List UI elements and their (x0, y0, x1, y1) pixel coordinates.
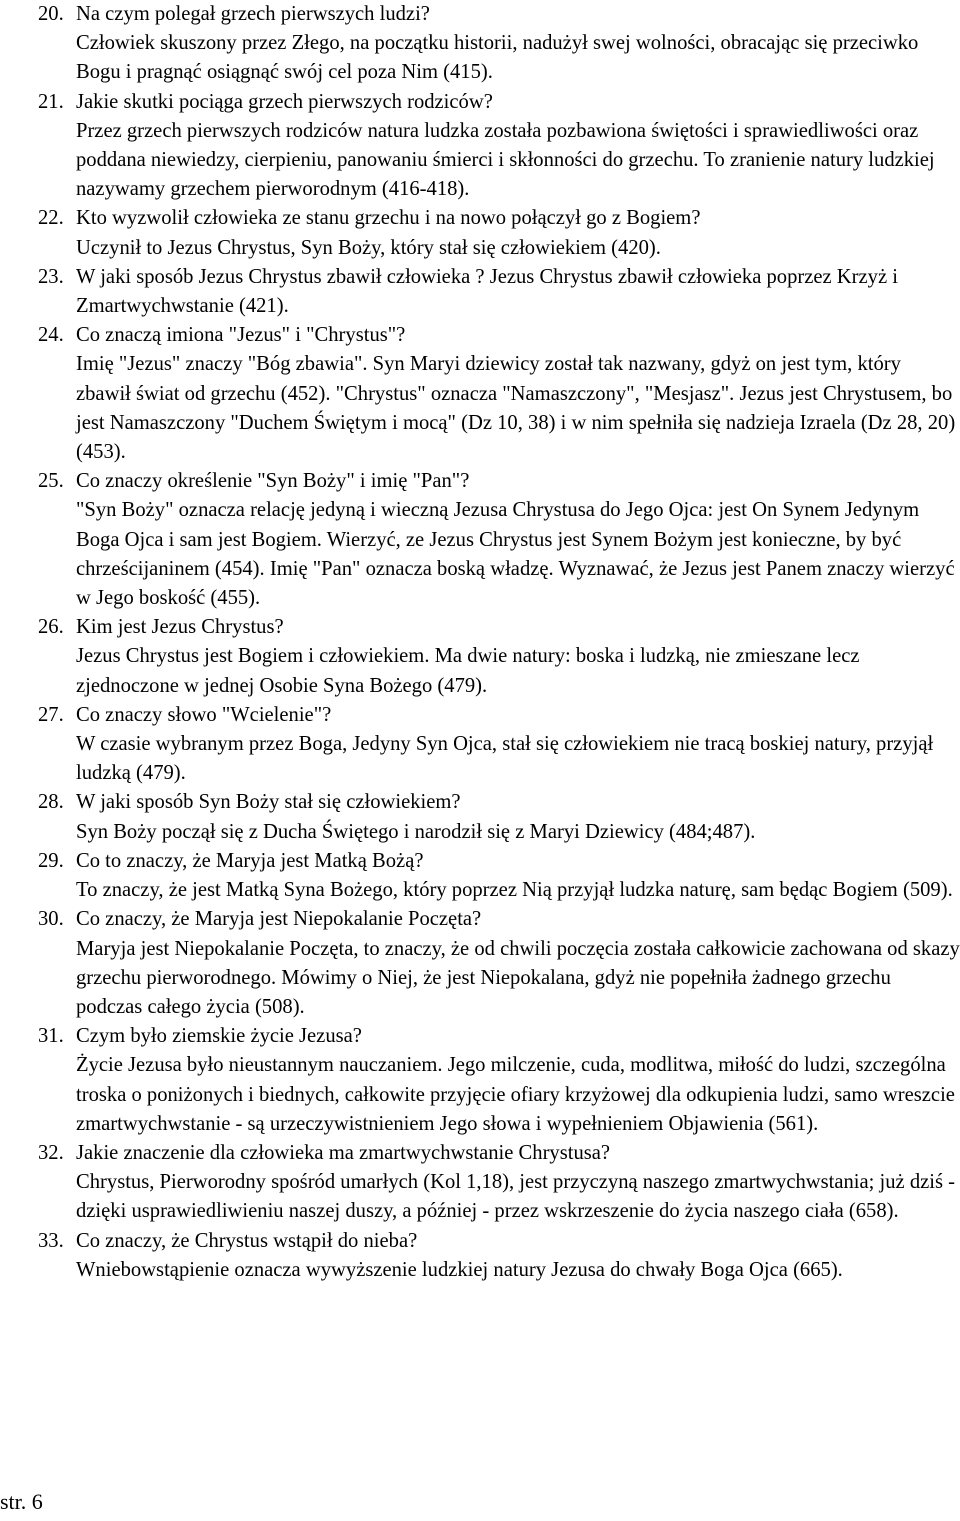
answer-text: Wniebowstąpienie oznacza wywyższenie ludzkiej natury Jezusa do chwały Boga Ojca (665). (76, 1258, 843, 1281)
qa-item (38, 788, 960, 846)
question-text: Co znaczy słowo "Wcielenie"? (76, 703, 332, 726)
question-text: Co znaczy, że Maryja jest Niepokalanie Poczęta? (76, 908, 482, 931)
qa-item (38, 263, 960, 321)
question-text: Co znaczą imiona "Jezus" i "Chrystus"? (76, 324, 406, 347)
answer-text: Imię "Jezus" znaczy "Bóg zbawia". Syn Maryi dziewicy został tak nazwany, gdyż on jest tym, który zbawił świat od grzechu (452). "Chrystus" oznacza "Namaszczony", "Mesjasz". Jezus jest Chrystusem, bo jest Namaszczony "Duchem Świętym i mocą" (Dz 10, 38) i w nim spełniła się nadzieja Izraela (Dz 28, 20) (453). (76, 353, 956, 464)
qa-item (38, 321, 960, 467)
page-number: str. 6 (0, 1489, 43, 1514)
question-number: 33. (38, 1229, 64, 1252)
document-body (38, 0, 960, 1285)
question-number: 32. (38, 1141, 64, 1164)
qa-item (38, 701, 960, 789)
question-text: Na czym polegał grzech pierwszych ludzi? (76, 3, 430, 25)
question-text: Jakie skutki pociąga grzech pierwszych rodziców? (76, 90, 493, 113)
question-number: 30. (38, 908, 64, 931)
answer-text: Przez grzech pierwszych rodziców natura ludzka została pozbawiona świętości i sprawiedliwości oraz poddana niewiedzy, cierpieniu, panowaniu śmierci i skłonności do grzechu. To zranienie natury ludzkiej nazywamy grzechem pierworodnym (416-418). (76, 119, 935, 201)
question-text: Co to znaczy, że Maryja jest Matką Bożą? (76, 849, 424, 872)
answer-text: Maryja jest Niepokalanie Poczęta, to znaczy, że od chwili poczęcia została całkowicie zachowana od skazy grzechu pierworodnego. Mówimy o Niej, że jest Niepokalana, gdyż nie popełniła żadnego grzechu podczas całego życia (508). (76, 937, 960, 1018)
answer-text: Chrystus, Pierworodny spośród umarłych (Kol 1,18), jest przyczyną naszego zmartwychwstania; już dziś - dzięki usprawiedliwieniu naszej duszy, a później - przez wskrzeszenie do życia naszego ciała (658). (76, 1171, 956, 1223)
qa-item (38, 1022, 960, 1139)
question-text: Jakie znaczenie dla człowieka ma zmartwychwstanie Chrystusa? (76, 1141, 611, 1164)
answer-text: Syn Boży począł się z Ducha Świętego i narodził się z Maryi Dziewicy (484;487). (76, 820, 756, 843)
question-text: W jaki sposób Jezus Chrystus zbawił człowieka ? Jezus Chrystus zbawił człowieka poprzez Krzyż i Zmartwychwstanie (421). (76, 265, 898, 318)
answer-text: W czasie wybranym przez Boga, Jedyny Syn Ojca, stał się człowiekiem nie tracą boskiej natury, przyjął ludzką (479). (76, 733, 934, 785)
qa-item (38, 88, 960, 205)
qa-item (38, 1227, 960, 1285)
answer-text: Uczynił to Jezus Chrystus, Syn Boży, który stał się człowiekiem (420). (76, 236, 661, 259)
question-number: 26. (38, 616, 64, 639)
question-number: 20. (38, 3, 64, 25)
answer-text: To znaczy, że jest Matką Syna Bożego, który poprzez Nią przyjął ludzka naturę, sam będąc Bogiem (509). (76, 879, 953, 902)
qa-item (38, 905, 960, 1022)
answer-text: "Syn Boży" oznacza relację jedyną i wieczną Jezusa Chrystusa do Jego Ojca: jest On Synem Jedynym Boga Ojca i sam jest Bogiem. Wierzyć, ze Jezus Chrystus jest Synem Bożym jest konieczne, by być chrześcijaninem (454). Imię "Pan" oznacza boską władzę. Wyznawać, że Jezus jest Panem znaczy wierzyć w Jego boskość (455). (76, 499, 955, 610)
question-number: 25. (38, 470, 64, 493)
qa-item (38, 467, 960, 613)
question-number: 27. (38, 703, 64, 726)
answer-text: Życie Jezusa było nieustannym nauczaniem. Jego milczenie, cuda, modlitwa, miłość do ludzi, szczególna troska o poniżonych i biednych, całkowite przyjęcie ofiary krzyżowej dla odkupienia ludzi, samo wreszcie zmartwychwstanie - są urzeczywistnieniem Jego słowa i wypełnieniem Objawienia (561). (76, 1054, 955, 1135)
question-text: Kto wyzwolił człowieka ze stanu grzechu i na nowo połączył go z Bogiem? (76, 207, 701, 230)
question-number: 22. (38, 207, 64, 230)
question-number: 31. (38, 1025, 64, 1048)
answer-text: Jezus Chrystus jest Bogiem i człowiekiem. Ma dwie natury: boska i ludzką, nie zmieszane lecz zjednoczone w jednej Osobie Syna Bożego (479). (76, 645, 860, 697)
question-number: 28. (38, 791, 64, 814)
question-text: Co znaczy, że Chrystus wstąpił do nieba? (76, 1229, 418, 1252)
question-text: Co znaczy określenie "Syn Boży" i imię "Pan"? (76, 470, 470, 493)
answer-text: Człowiek skuszony przez Złego, na początku historii, nadużył swej wolności, obracając się przeciwko Bogu i pragnąć osiągnąć swój cel poza Nim (415). (76, 32, 919, 84)
qa-item (38, 847, 960, 905)
qa-item (38, 0, 960, 88)
qa-item (38, 204, 960, 262)
question-number: 23. (38, 265, 64, 288)
question-number: 21. (38, 90, 64, 113)
question-number: 24. (38, 324, 64, 347)
qa-item (38, 1139, 960, 1227)
qa-item (38, 613, 960, 701)
question-text: W jaki sposób Syn Boży stał się człowiekiem? (76, 791, 461, 814)
question-text: Kim jest Jezus Chrystus? (76, 616, 284, 639)
question-text: Czym było ziemskie życie Jezusa? (76, 1025, 362, 1048)
question-number: 29. (38, 849, 64, 872)
